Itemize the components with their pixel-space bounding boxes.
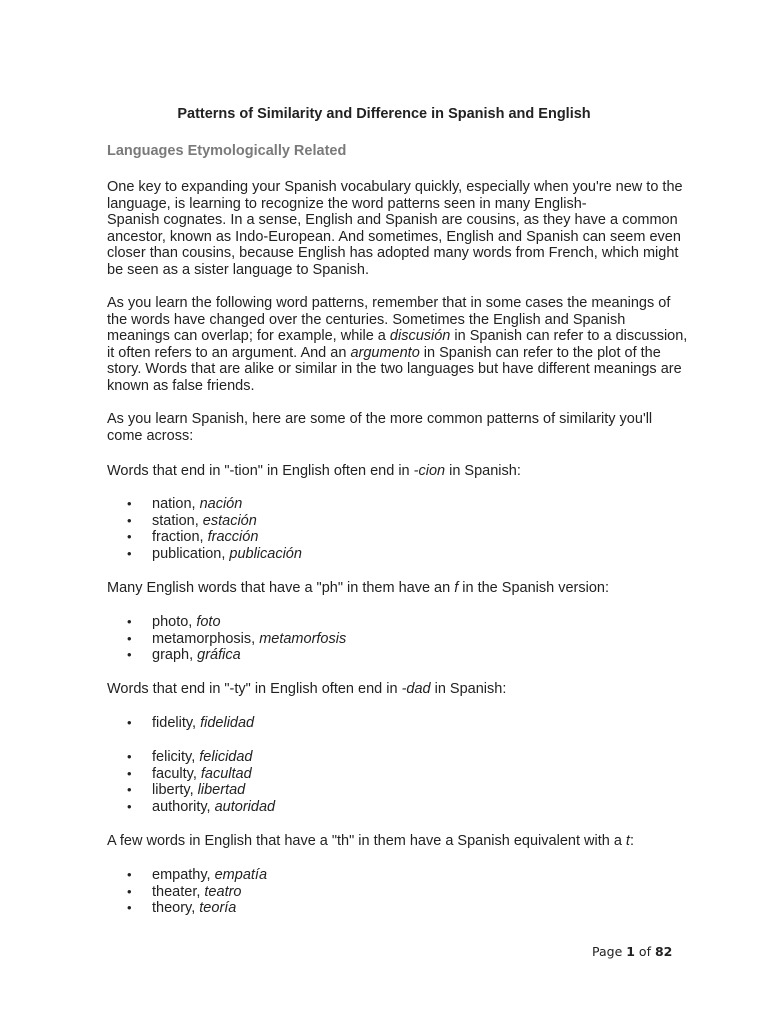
list-item (107, 546, 302, 563)
spanish-word: estación (202, 512, 257, 529)
list-item (107, 766, 275, 783)
english-word: authority, (152, 798, 215, 815)
spanish-term: f (454, 580, 459, 596)
english-word: graph, (152, 647, 198, 664)
english-word: theater, (152, 883, 205, 900)
text-run: meanings can overlap; for example, while a (107, 328, 390, 345)
spanish-word: gráfica (197, 647, 241, 664)
paragraph-patterns-intro (107, 411, 667, 444)
list-item (107, 715, 254, 732)
english-word: publication, (152, 545, 230, 562)
english-word: station, (152, 512, 203, 529)
list-item (107, 647, 346, 664)
list-item (107, 513, 302, 530)
document-title: Patterns of Similarity and Difference in Spanish and English (177, 106, 591, 122)
word-list-ty (107, 749, 275, 815)
spanish-word: teatro (204, 883, 242, 900)
word-list-tion (107, 496, 302, 562)
text-run: in Spanish can refer to a discussion, (450, 328, 688, 345)
paragraph-line: be seen as a sister language to Spanish. (107, 261, 369, 278)
text-run: in the Spanish version: (458, 580, 609, 596)
list-item (107, 529, 302, 546)
text-run: Words that end in "-tion" in English often end in (107, 463, 414, 479)
list-item (107, 749, 275, 766)
spanish-word: facultad (200, 765, 252, 782)
list-item (107, 614, 346, 631)
english-word: fidelity, (152, 715, 201, 731)
paragraph-intro (107, 179, 683, 279)
page-label: Page (592, 944, 627, 959)
english-word: felicity, (152, 749, 200, 765)
english-word: photo, (152, 614, 197, 630)
page-total: 82 (654, 944, 673, 959)
spanish-word: empatía (214, 867, 268, 883)
word-list-ph (107, 614, 346, 664)
paragraph-line: closer than cousins, because English has adopted many words from French, which might (107, 245, 679, 262)
of-label: of (634, 944, 655, 959)
section-heading: Languages Etymologically Related (107, 143, 347, 159)
spanish-word: fidelidad (200, 715, 255, 731)
spanish-word: autoridad (214, 798, 276, 815)
paragraph-line: Spanish cognates. In a sense, English and Spanish are cousins, as they have a common (107, 212, 678, 229)
paragraph-line: story. Words that are alike or similar in the two languages but have different meanings are (107, 361, 682, 378)
spanish-term: t (625, 833, 630, 849)
text-run: : (629, 833, 634, 849)
spanish-word: publicación (229, 545, 302, 562)
paragraph-line: known as false friends. (107, 377, 255, 394)
list-item (107, 900, 267, 917)
page-number (592, 944, 672, 961)
spanish-word: nación (199, 496, 243, 512)
paragraph-line: ancestor, known as Indo-European. And sometimes, English and Spanish can seem even (107, 228, 681, 245)
list-item (107, 884, 267, 901)
spanish-word: foto (196, 614, 221, 630)
spanish-word: metamorfosis (259, 630, 347, 647)
pattern-intro-ty (107, 681, 667, 698)
english-word: metamorphosis, (152, 630, 260, 647)
word-list-th (107, 867, 267, 917)
text-run: in Spanish can refer to the plot of the (419, 344, 661, 361)
list-item (107, 631, 346, 648)
paragraph-line: language, is learning to recognize the word patterns seen in many English- (107, 195, 587, 212)
english-word: faculty, (152, 765, 201, 782)
list-item (107, 782, 275, 799)
list-item (107, 496, 302, 513)
paragraph-line: come across: (107, 427, 194, 444)
pattern-intro-tion (107, 463, 667, 480)
english-word: fraction, (152, 529, 208, 546)
paragraph-line: As you learn the following word patterns, remember that in some cases the meanings of (107, 295, 671, 311)
text-run: Many English words that have a "ph" in them have an (107, 580, 455, 596)
paragraph-line (107, 328, 688, 345)
english-word: nation, (152, 496, 200, 512)
text-run: A few words in English that have a "th" in them have a Spanish equivalent with a (107, 833, 626, 849)
spanish-word: felicidad (199, 749, 253, 765)
paragraph-line: As you learn Spanish, here are some of the more common patterns of similarity you'll (107, 411, 653, 427)
spanish-word: fracción (207, 529, 259, 546)
spanish-term: -dad (401, 681, 431, 697)
paragraph-line (107, 345, 667, 362)
list-item (107, 799, 275, 816)
text-run: in Spanish: (430, 681, 507, 697)
english-word: empathy, (152, 867, 215, 883)
paragraph-line: One key to expanding your Spanish vocabulary quickly, especially when you're new to the (107, 179, 683, 195)
text-run: in Spanish: (445, 463, 521, 479)
list-item (107, 867, 267, 884)
page-current: 1 (626, 944, 635, 959)
text-run: Words that end in "-ty" in English often end in (107, 681, 402, 697)
text-run: it often refers to an argument. And an (107, 344, 351, 361)
pattern-intro-ph (107, 580, 667, 597)
english-word: theory, (152, 900, 200, 917)
paragraph-meanings (107, 295, 688, 395)
spanish-term: -cion (413, 463, 446, 479)
word-list-ty-first (107, 715, 254, 732)
spanish-term: discusión (389, 328, 451, 345)
english-word: liberty, (152, 782, 198, 799)
pattern-intro-th (107, 833, 667, 850)
spanish-word: libertad (197, 782, 246, 799)
paragraph-line: the words have changed over the centuries. Sometimes the English and Spanish (107, 311, 626, 328)
spanish-term: argumento (350, 344, 420, 361)
spanish-word: teoría (199, 900, 237, 917)
